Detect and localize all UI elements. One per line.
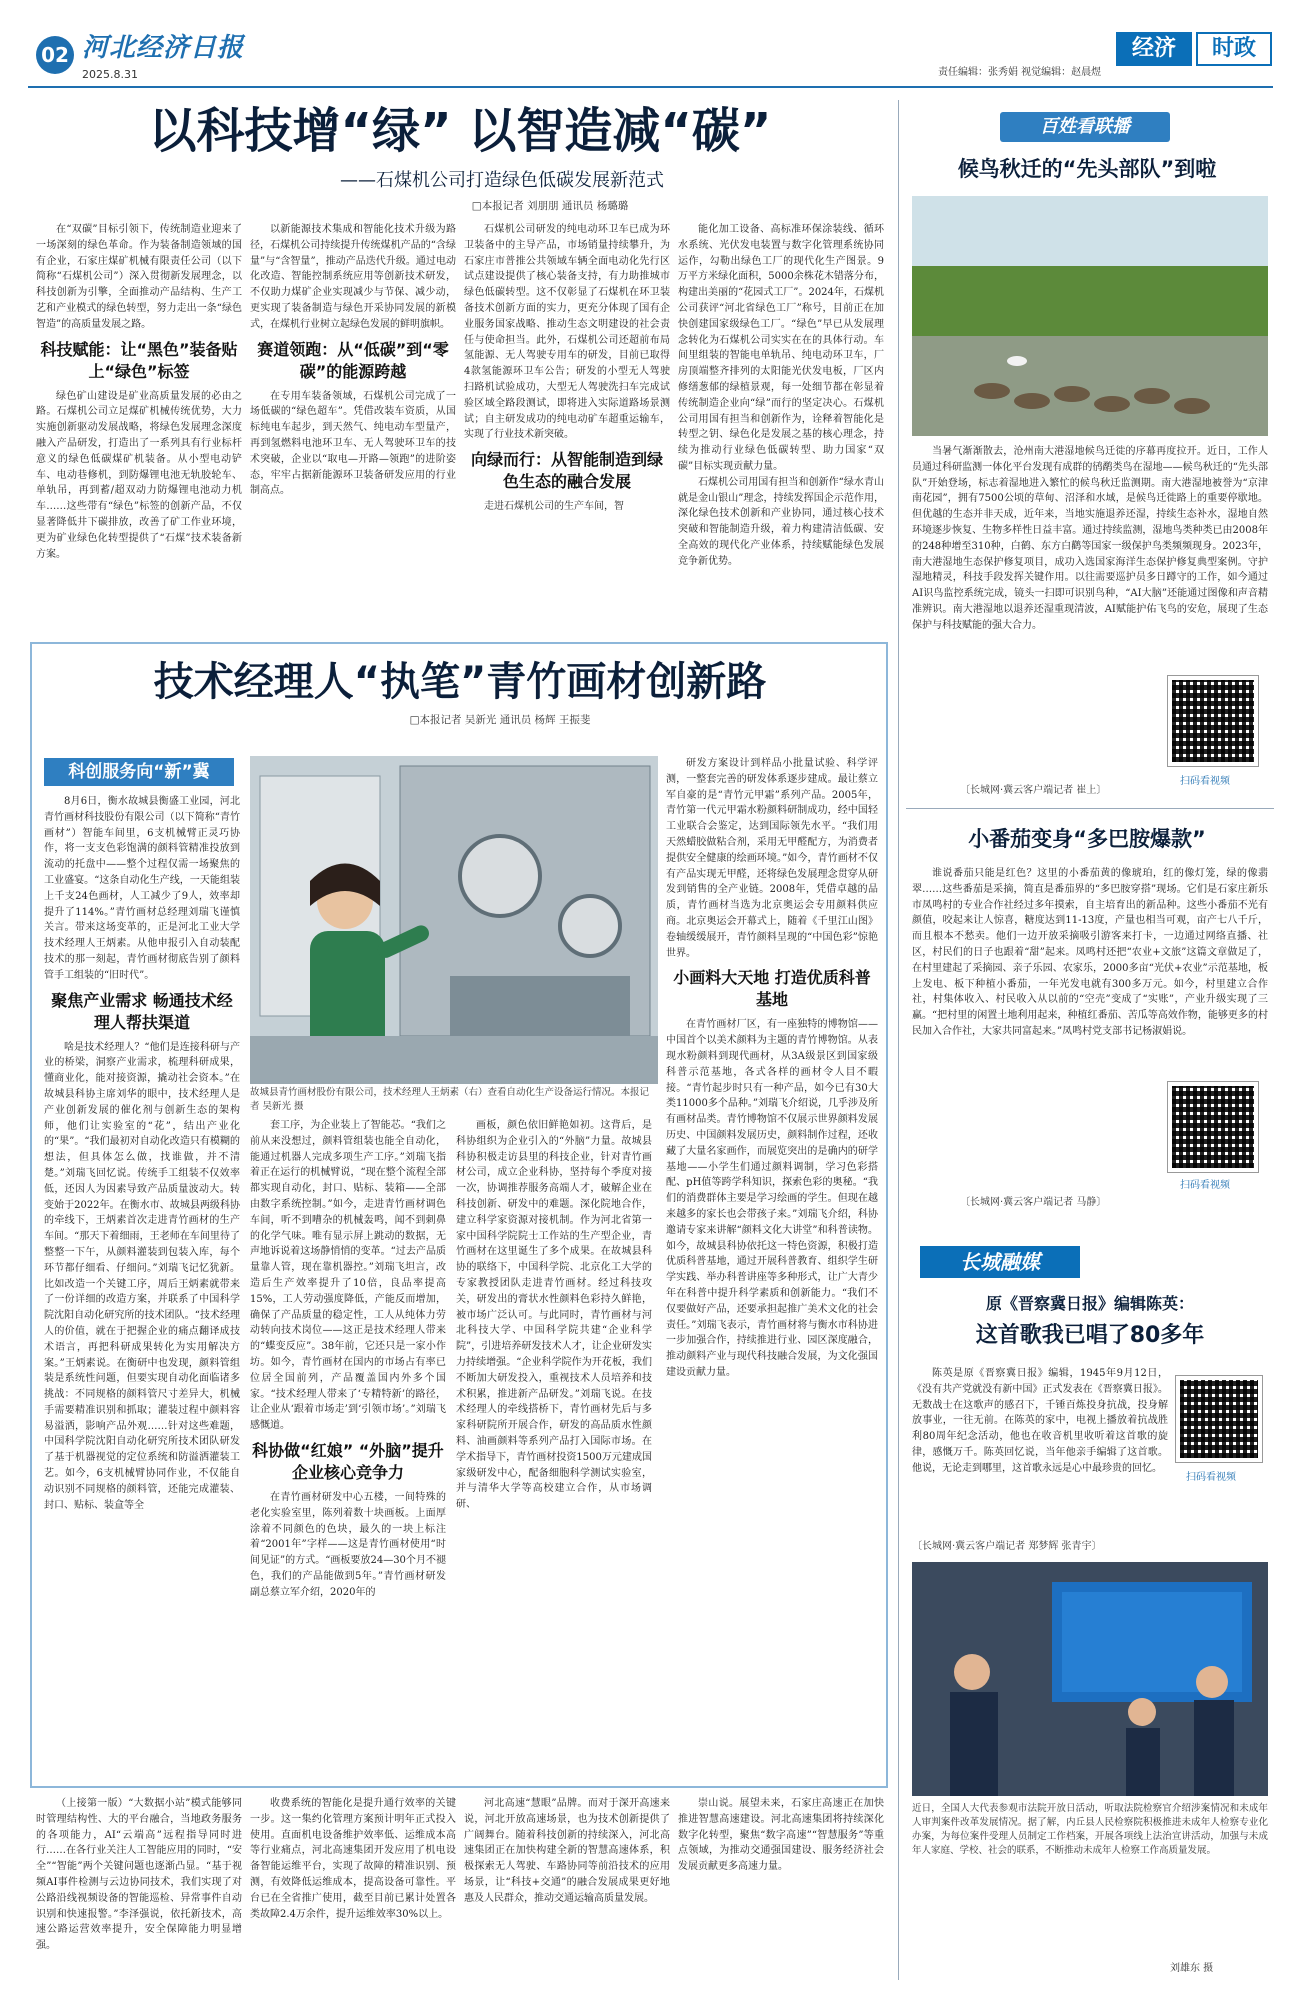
article1-subhead-1: 科技赋能：让“黑色”装备贴上“绿色”标签 xyxy=(40,339,238,381)
court-photo-credit: 刘雄东 摄 xyxy=(1170,1963,1214,1974)
article1-column-4: 能化加工设备、高标准环保涂装线、循环水系统、光伏发电装置与数字化管理系统协同运作，勾勒出绿色工厂的现代化生产图景。9万平方米绿化面积，5000余株花木错落分布，构建出美丽的“花园式工厂”。2024年，石煤机公司获评“河北省绿色工厂”称号，目前正在加快创建国家级绿色工厂。“绿色”早已从发展理念转化为石煤机公司实实在在的具体行动。车间里组装的智能电单轨吊、纯电动环卫车，厂房顶端整齐排列的太阳能光伏发电板，厂区内修缮葱郁的绿植景观，每一处细节都在彰显着传统制造企业向“绿”而行的坚定决心。石煤机公司用国有担当和创新作为，诠释着智能化是转型之钥、绿色化是发展之基的核心理念，持续为推动行业绿色低碳转型、助力国家“双碳”目标实现贡献力量。 石煤机公司用国有担当和创新作“绿水青山就是金山银山”理念，持续发挥国企示范作用，深化绿色技术创新和产业协同，通过核心技术突破和智能制造升级，着力构建清洁低碳、安全高效的现代化产业体系，持续赋能绿色发展竞争新优势。 xyxy=(678,224,884,567)
article1-byline: □本报记者 刘朋朋 通讯员 杨璐璐 xyxy=(471,200,629,212)
page-number: 02 xyxy=(41,43,69,67)
article1-column-2: 以新能源技术集成和智能化技术升级为路径，石煤机公司持续提升传统煤机产品的“含绿量”与“含智量”，推动产品迭代升级。通过电动化改造、智能控制系统应用等创新技术研发，不仅助力煤矿企业实现减少与节保、减少动，更实现了装备制造与绿色开采协同发展的新模式，在煤机行业树立起绿色发展的鲜明旗帜。 赛道领跑：从“低碳”到“零碳”的能源跨越 在专用车装备领域，石煤机公司完成了一场低碳的“绿色超车”。凭借改装车资质，从国标纯电车起步，到天然气、纯电动车型量产，再到氢燃料电池环卫车、无人驾驶环卫车的技术突破，企业以“取电—开路—领跑”的进阶姿态，牢牢占据新能源环卫装备研发应用的行业制高点。 xyxy=(250,224,456,497)
article2-column-4: 研发方案设计到样品小批量试验、科学评测，一整套完善的研发体系逐步建成。最让蔡立军自豪的是“青竹元甲霜”系列产品。2005年，青竹第一代元甲霜水粉颜料研制成功，经中国轻工业联合会鉴定，达到国际领先水平。“我们用天然蜡胶做粘合剂，采用无甲醛配方，为消费者提供安全健康的绘画环境。”如今，青竹画材不仅有产品实现无甲醛，还将绿色发展理念贯穿从研发到销售的全产业链。2008年，凭借卓越的品质，青竹画材当选为北京奥运会专用颜料供应商。北京奥运会开幕式上，随着《千里江山图》卷轴缓缓展开，青竹颜料呈现的“中国色彩”惊艳世界。 小画料大天地 打造优质科普基地 在青竹画材厂区，有一座独特的博物馆——中国首个以美术颜料为主题的青竹博物馆。从表现水粉颜料到现代画材，从3A级景区到国家级科普示范基地，各式各样的画材令人目不暇接。“青竹起步时只有一种产品，如今已有30大类11000多个品种。”刘瑞飞介绍说，几乎涉及所有画材品类。青竹博物馆不仅展示世界颜料发展历史、中国颜料发展历史，颜料制作过程，还收藏了大量名家画作，而展览突出的是确内的研学基地——小学生们通过颜料调制，学习色彩搭配、pH值等跨学科知识，探索色彩的奥秘。“我们的消费群体主要是学习绘画的学生。但现在越来越多的家长也会带孩子来。”刘瑞飞介绍，科协邀请专家来讲解“颜料文化大讲堂”和科普读物。如今，故城县科协依托这一特色资源，积极打造优质科普基地，通过开展科普教育、组织学生研学实践、举办科普讲座等多种形式，让广大青少年在科普中提升科学素质和创新能力。“我们不仅要做好产品，还要承担起推广美术文化的社会责任。”刘瑞飞表示，青竹画材将与衡水市科协进一步加强合作，持续推进行业、园区深度融合，推动颜料产业与现代科技融合发展，为文化强国建设贡献力量。 xyxy=(666,758,878,1378)
factory-photo xyxy=(250,756,658,1084)
tomato-story-qr-code[interactable] xyxy=(1168,1082,1258,1172)
page-number-badge xyxy=(36,36,74,74)
bird-story-text: 当暑气渐渐散去，沧州南大港湿地候鸟迁徙的序幕再度拉开。近日，工作人员通过科研监测一体化平台发现有成群的鸻鹬类鸟在湿地——候鸟秋迁的“先头部队”开始登场，标志着湿地进入繁忙的候鸟秋迁监测期。南大港湿地被誉为“京津南花园”，拥有7500公顷的草甸、沼泽和水域，是候鸟迁徙路上的重要停歇地。但优越的生态并非天成，近年来，当地实施退养还湿，持续生态补水，湿地自然环境逐步恢复、生物多样性日益丰富。通过持续监测，湿地鸟类种类已由2008年的248种增至310种，白鹤、东方白鹳等国家一级保护鸟类频频现身。2023年，南大港湿地生态保护修复项目，成功入选国家海洋生态保护修复典型案例。守护湿地精灵，科技手段发挥关键作用。以往需要巡护员多日蹲守的工作，如今通过AI识鸟监控系统完成，镜头一扫即可识别鸟种，“AI大脑”还能通过图像和声音精准辨识。南大港湿地以退养还湿重现清波，AI赋能护佑飞鸟的安危，展现了生态保护与科技赋能的强大合力。 xyxy=(912,446,1268,631)
right-rail-rule-1 xyxy=(906,808,1274,809)
article3-column-4: 崇山说。展望未来，石家庄高速正在加快推进智慧高速建设。河北高速集团将持续深化数字化转型，聚焦“数字高速”“智慧服务”等重点领域，为推动交通强国建设、服务经济社会发展贡献更多高速力量。 xyxy=(678,1798,884,1873)
section-tag-economy: 经济 xyxy=(1116,32,1192,66)
paper-name: 河北经济日报 xyxy=(82,33,245,63)
court-illustration xyxy=(912,1562,1268,1796)
article1-column-3: 石煤机公司研发的纯电动环卫车已成为环卫装备中的主导产品，市场销量持续攀升，为石家庄市普推公共领域车辆全面电动化先行区试点建设提供了核心装备支持，有力助推城市绿色低碳转型。这不仅彰显了石煤机在环卫装备技术创新方面的实力，更充分体现了国有企业服务国家战略、推动生态文明建设的社会责任与使命担当。此外，石煤机公司还超前布局氢能源、无人驾驶专用车的研发，目前已取得4款氢能源环卫车公告；研发的小型无人驾驶扫路机试验成功，大型无人驾驶洗扫车完成试验区域全路段测试，即将进入实际道路场景测试；自主研发成功的纯电动矿车超重运输车，实现了行业技术新突破。 向绿而行：从智能制造到绿色生态的融合发展 走进石煤机公司的生产车间，智 xyxy=(464,224,670,513)
editor-credits: 责任编辑：张秀娟 视觉编辑：赵晨煜 xyxy=(938,67,1102,78)
chenying-story-qr-label: 扫码看视频 xyxy=(1186,1472,1236,1483)
article2-subhead-4: 小画料大天地 打造优质科普基地 xyxy=(673,968,871,1010)
article2-column-2: 套工序，为企业装上了智能芯。“我们之前从来没想过，颜料管组装也能全自动化，能通过机器人完成多项生产工序。”刘瑞飞指着正在运行的机械臂说，“现在整个流程全部都实现自动化，封口、贴标、装箱——全部由数字系统控制。”如今，走进青竹画材调色车间，听不到嘈杂的机械轰鸣，闻不到刺鼻的化学气味。唯有显示屏上跳动的数据，无声地诉说着这场静悄悄的变革。“过去产品质量靠人管，现在靠机器控。”刘瑞飞坦言，改造后生产效率提升了10倍，良品率提高15%，工人劳动强度降低，产能反而增加，确保了产品质量的稳定性，工人从纯体力劳动转向技术岗位——这正是技术经理人带来的“蝶变反应”。38年前，它还只是一家小作坊。如今，青竹画材在国内的市场占有率已位居全国前列，产品覆盖国内外多个国家。“技术经理人带来了‘专精特新’的路径，让企业从‘跟着市场走’到‘引领市场’。”刘瑞飞感慨道。 科协做“红娘” “外脑”提升企业核心竞争力 在青竹画材研发中心五楼，一间特殊的老化实验室里，陈列着数十块画板。上面厚涂着不同颜色的色块，最久的一块上标注着“2001年”字样——这是青竹画材使用“时间见证”的方式。“画板要放24—30个月不褪色，我们的产品能做到5年。”青竹画材研发副总蔡立军介绍，2020年的 xyxy=(250,1120,446,1598)
factory-illustration xyxy=(250,756,658,1084)
changcheng-banner: 长城融媒 xyxy=(920,1246,1080,1278)
article2-column-tag: 科创服务向“新”冀 xyxy=(44,758,234,786)
chenying-story-title-1: 原《晋察冀日报》编辑陈英： xyxy=(985,1294,1194,1313)
article1-subhead-3: 向绿而行：从智能制造到绿色生态的融合发展 xyxy=(470,450,663,492)
article2-column-3: 画板，颜色依旧鲜艳如初。这背后，是科协组织为企业引入的“外脑”力量。故城县科协积极走访县里的科技企业，针对青竹画材公司，成立企业科协，坚持每个季度对接一次，协调推荐服务高端人才，破解企业在科技创新、研发中的难题。深化院地合作，建立科学家资源对接机制。作为河北省第一家中国科学院院士工作站的生产型企业，青竹画材在这里诞生了多个成果。在故城县科协的联络下，中国科学院、北京化工大学的专家教授团队走进青竹画材。经过科技攻关，研发出的膏状水性颜料色彩持久鲜艳，被市场广泛认可。与此同时，青竹画材与河北科技大学、中国科学院共建“企业科学院”，引进培养研发技术人才，让企业研发实力持续增强。“企业科学院作为开花板，我们不断加大研发投入，重视技术人员培养和技术积累，推进新产品研发。”刘瑞飞说。在技术经理人的牵线搭桥下，青竹画材先后与多家科研院所开展合作，研发的高品质水性颜料、油画颜料等系列产品打入国际市场。在学术指导下，青竹画材投资1500万元建成国家级研发中心，配备细胞科学测试实验室，并与清华大学等高校建立合作，从市场调研、 xyxy=(456,1120,652,1511)
chenying-story-qr-code[interactable] xyxy=(1176,1376,1262,1462)
masthead-rule xyxy=(28,86,1273,88)
chenying-story-title-2: 这首歌我已唱了80多年 xyxy=(975,1323,1205,1348)
chenying-story-text: 陈英是原《晋察冀日报》编辑，1945年9月12日，《没有共产党就没有新中国》正式发表在《晋察冀日报》。无数战士在这歌声的感召下，千锤百炼投身抗战，投身解放事业，一往无前。在陈英的家中，电视上播放着抗战胜利80周年纪念活动，他也在收音机里收听着这首歌的旋律，感慨万千。陈英回忆说，当年他亲手编辑了这首歌。他说，无论走到哪里，这首歌永远是心中最珍贵的回忆。 xyxy=(912,1368,1168,1474)
article1-title: 以科技增“绿” 以智造减“碳” xyxy=(148,103,772,159)
masthead xyxy=(28,28,1273,84)
bird-story-qr-code[interactable] xyxy=(1168,676,1258,766)
bird-story-title: 候鸟秋迁的“先头部队”到啦 xyxy=(957,157,1217,181)
bird-story-qr-label: 扫码看视频 xyxy=(1180,776,1230,787)
bird-story-credit: 〔长城网·冀云客户端记者 崔上〕 xyxy=(960,785,1107,796)
factory-photo-caption: 故城县青竹画材股份有限公司，技术经理人王炳素（右）查看自动化生产设备运行情况。本报记者 吴新光 摄 xyxy=(250,1087,650,1112)
court-photo xyxy=(912,1562,1268,1796)
chenying-story-credit: 〔长城网·冀云客户端记者 郑梦辉 张青宇〕 xyxy=(912,1541,1102,1552)
tomato-story-title: 小番茄变身“多巴胺爆款” xyxy=(968,827,1206,851)
article1-column-1: 在“双碳”目标引领下，传统制造业迎来了一场深刻的绿色革命。作为装备制造领域的国有企业，石家庄煤矿机械有限责任公司（以下简称“石煤机公司”）深入贯彻新发展理念，以科技创新为引擎，全面推动产品结构、生产工艺和产业模式的绿色转型，努力走出一条“绿色智造”的高质量发展之路。 科技赋能：让“黑色”装备贴上“绿色”标签 绿色矿山建设是矿业高质量发展的必由之路。石煤机公司立足煤矿机械传统优势，大力实施创新驱动发展战略，将绿色发展理念深度融入产品研发，打造出了一系列具有行业标杆意义的绿色低碳煤矿机装备。从小型电动铲车、电动巷修机，到防爆锂电池无轨胶轮车、单轨吊，再到蓄/超双动力防爆锂电池动力机车……这些带有“绿色”标签的创新产品，不仅显著降低井下碳排放，改善了矿工作业环境，更为矿业绿色化转型提供了“石煤”技术装备新方案。 xyxy=(36,224,242,560)
tomato-story-text: 谁说番茄只能是红色？这里的小番茄黄的像琥珀，红的像灯笼，绿的像翡翠……这些番茄是采摘，简直是番茄界的“多巴胺穿搭”现场。它们是石家庄新乐市凤鸣村的专业合作社经过多年摸索，自主培育出的新品种。这些小番茄不光有颜值，咬起来让人惊喜，糖度达到11-13度，产量也相当可观，亩产七八千斤，而且根本不愁卖。他们一边开放采摘吸引游客来打卡，一边通过网络直播、社区，村民们的日子也跟着“甜”起来。凤鸣村还把“农业+文旅”这篇文章做足了，在村里建起了采摘园、亲子乐园、农家乐，2000多亩“光伏+农业”示范基地，板上发电、板下种植小番茄，一年光发电就有300多万元。如今，村里建立合作社，村集体收入、村民收入从以前的“空壳”变成了“实账”，产业升级实现了三赢。“把村里的闲置土地利用起来，种植红番茄、苦瓜等高效作物，能够更多的村民加入合作社，大家共同富起来。”凤鸣村党支部书记杨淑娟说。 xyxy=(912,868,1268,1037)
issue-date: 2025.8.31 xyxy=(82,68,138,81)
article3-column-3: 河北高速“慧眼”品牌。而对于深开高速来说，河北开放高速场景，也为技术创新提供了广阔舞台。随着科技创新的持续深入，河北高速集团正在加快构建全新的智慧高速体系，积极探索无人驾驶、车路协同等前沿技术的应用场景，让“科技+交通”的融合发展成果更好地惠及人民群众，推动交通运输高质量发展。 xyxy=(464,1798,670,1904)
right-rail-divider xyxy=(898,100,899,1980)
court-photo-caption: 近日，全国人大代表参观市法院开放日活动，听取法院检察官介绍涉案情况和未成年人审判案件改革发展情况。据了解，内丘县人民检察院积极推进未成年人检察专业化办案，为每位案件受理人员制定工作档案，开展各项线上法治宣讲活动，加强与未成年人家庭、学校、社会的联系，不断推动未成年人检察工作高质量发展。 xyxy=(912,1803,1268,1856)
article1-subtitle: ——石煤机公司打造绿色低碳发展新范式 xyxy=(340,170,664,191)
lianbo-banner: 百姓看联播 xyxy=(1000,112,1170,142)
wetland-illustration xyxy=(912,196,1268,436)
article1-subhead-2: 赛道领跑：从“低碳”到“零碳”的能源跨越 xyxy=(257,339,449,381)
tomato-story-credit: 〔长城网·冀云客户端记者 马静〕 xyxy=(960,1197,1107,1208)
article2-byline: □本报记者 吴新光 通讯员 杨辉 王振斐 xyxy=(409,714,591,726)
article2-subhead-2: 科协做“红娘” “外脑”提升企业核心竞争力 xyxy=(252,1440,444,1482)
wetland-photo xyxy=(912,196,1268,436)
article3-column-1: （上接第一版）“大数据小站”模式能够同时管理结构性、大的平台融合，当地政务服务的各项能力，AI“云端高”远程指导同时进行……在各行业关注人工智能应用的同时，“安全”“智能”两个关键问题也逐渐凸显。“基于视频AI事件检测与云边协同技术，我们实现了对公路沿线视频设备的智能巡检、异常事件自动识别和快速报警。”李泽强说，依托新技术，高速公路运营效率提升，安全保障能力明显增强。 xyxy=(36,1798,242,1952)
section-tag-politics: 时政 xyxy=(1196,32,1272,66)
article2-subhead-1: 聚焦产业需求 畅通技术经理人帮扶渠道 xyxy=(51,990,233,1032)
article3-column-2: 收费系统的智能化是提升通行效率的关键一步。这一集约化管理方案预计明年正式投入使用。直面机电设备维护效率低、运维成本高等行业痛点，河北高速集团开发应用了机电设备智能运维平台，实现了故障的精准识别、预测，有效降低运维成本，提高设备可靠性。平台已在全省推广使用，截至目前已累计处置各类故障2.4万余件，提升运维效率30%以上。 xyxy=(250,1798,456,1920)
tomato-story-qr-label: 扫码看视频 xyxy=(1180,1180,1230,1191)
article2-title: 技术经理人“执笔”青竹画材创新路 xyxy=(153,659,767,705)
article2-column-1-top: 8月6日，衡水故城县衡盛工业园，河北青竹画材科技股份有限公司（以下简称“青竹画材”）智能车间里，6支机械臂正灵巧协作，将一支支色彩饱满的颜料管精准投放到流动的托盘中——整个过程仅需一场聚焦的工业盛宴。“这条自动化生产线，一天能组装上千支24色画材，人工减少了9人，效率却提升了114%。”青竹画材总经理刘瑞飞谨慎关言。带来这场变革的，正是河北工业大学技术经理人王炳素。从他申报引入自动装配技术的那一刻起，青竹画材彻底告别了颜料管手工组装的“旧时代”。 聚焦产业需求 畅通技术经理人帮扶渠道 啥是技术经理人？“他们是连接科研与产业的桥梁，洞察产业需求，梳理科研成果，懂商业化，能对接资源，撬动社会资本。”在故城县科协主席刘华的眼中，技术经理人是产业创新发展的催化剂与创新生态的架构师，他们让实验室的“花”，结出产业化的“果”。“我们最初对自动化改造只有模糊的想法，但具体怎么做，找谁做，并不清楚。”刘瑞飞回忆说。传统手工组装不仅效率低，还因人为因素导致产品质量波动大。转变始于2022年。在衡水市、故城县两级科协的牵线下，王炳素首次走进青竹画材的生产车间。“那天下着细雨，王老师在车间里待了整整一下午，从颜料灌装到包装入库，每个环节都仔细看、仔细问。”刘瑞飞记忆犹新。比如改造一个关键工序，周后王炳素就带来了一份详细的改造方案，并联系了中国科学院沈阳自动化研究所的技术团队。“技术经理人的价值，就在于把握企业的痛点翻译成技术语言，再把科研成果转化为实用解决方案。”王炳素说。在衡研中也发现，颜料管组装是系统性问题，但要实现自动化面临诸多挑战：不同规格的颜料管尺寸差异大，机械手需要精准识别和抓取；灌装过程中颜料容易溢洒，影响产品外观……针对这些难题，中国科学院沈阳自动化研究所技术团队研发了基于机器视觉的定位系统和防溢洒灌装工艺。如今，6支机械臂协同作业，不仅能自动识别不同规格的颜料管，还能完成灌装、封口、贴标、装盒等全 xyxy=(44,796,240,1511)
